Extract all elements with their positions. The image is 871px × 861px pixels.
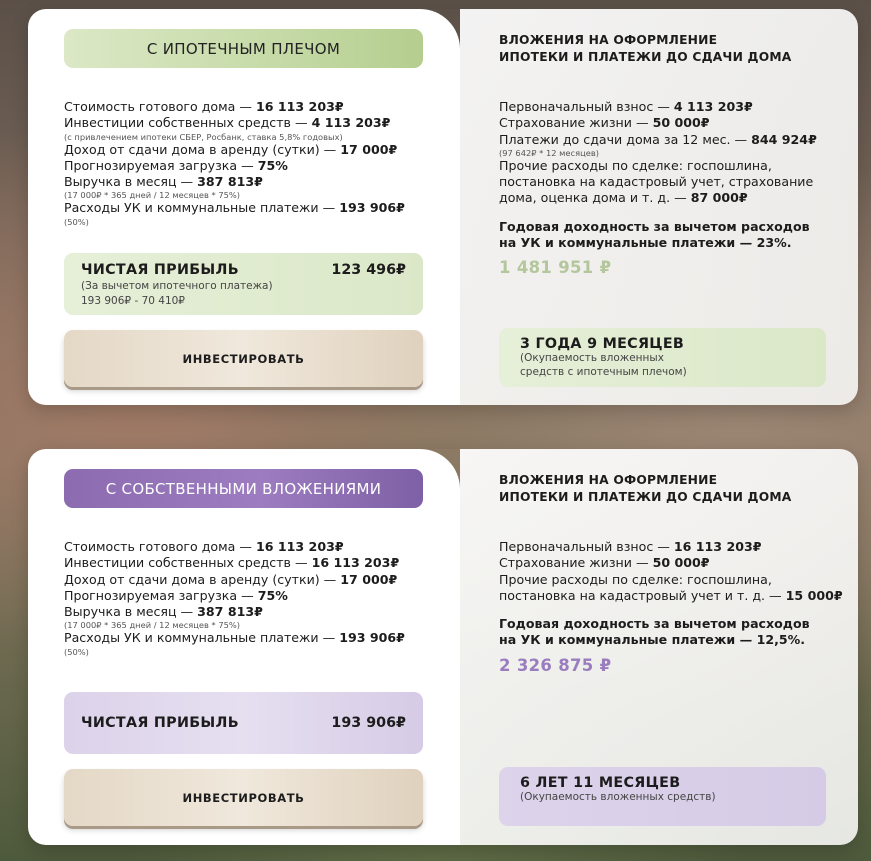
down-payment: Первоначальный взнос — 16 113 203₽: [499, 539, 762, 554]
spec-value: 75%: [257, 157, 288, 173]
spec-label: Прогнозируемая загрузка —: [64, 157, 258, 173]
spec-note: (с привлечением ипотеки СБЕР, Росбанк, ставка 5,8% годовых): [64, 131, 343, 142]
heading-line: ИПОТЕКИ И ПЛАТЕЖИ ДО СДАЧИ ДОМА: [499, 489, 792, 504]
payback-period-title: 3 ГОДА 9 МЕСЯЦЕВ: [520, 336, 685, 352]
spec-note: (50%): [64, 216, 89, 227]
spec-value: 193 906₽: [339, 630, 405, 646]
spec-line: [64, 115, 434, 131]
net-profit-box: [64, 692, 423, 754]
spec-note: (17 000₽ * 365 дней / 12 месяцев * 75%): [64, 620, 241, 631]
spec-value: 193 906₽: [339, 200, 405, 216]
mortgage-plan-summary: [28, 9, 460, 405]
spec-line: [64, 630, 434, 646]
spec-value: 16 113 203₽: [255, 539, 344, 554]
invest-button[interactable]: ИНВЕСТИРОВАТЬ: [64, 330, 423, 387]
spec-line: [64, 200, 434, 216]
spec-label: Стоимость готового дома —: [64, 99, 256, 114]
spec-label: Стоимость готового дома —: [64, 539, 256, 554]
spec-label: Доход от сдачи дома в аренду (сутки) —: [64, 571, 341, 587]
spec-line: [64, 158, 434, 174]
heading-line: ВЛОЖЕНИЯ НА ОФОРМЛЕНИЕ: [499, 473, 718, 487]
plan-title-mortgage: С ИПОТЕЧНЫМ ПЛЕЧОМ: [64, 29, 423, 68]
spec-line: [64, 572, 434, 588]
plan-title-own-funds: С СОБСТВЕННЫМИ ВЛОЖЕНИЯМИ: [64, 469, 423, 508]
spec-line: [64, 174, 434, 190]
payback-period-note: средств с ипотечным плечом): [520, 365, 687, 378]
mortgage-plan-card: [28, 9, 858, 405]
other-expenses: дома, оценка дома и т. д. — 87 000₽: [499, 190, 748, 206]
net-profit-note: (За вычетом ипотечного платежа): [81, 280, 273, 292]
annual-yield: Годовая доходность за вычетом расходов на УК и коммунальные платежи — 12,5%.: [499, 616, 810, 648]
spec-value: 387 813₽: [197, 604, 263, 620]
spec-value: 17 000₽: [340, 571, 398, 587]
spec-line: [64, 604, 434, 620]
other-expenses: Прочие расходы по сделке: госпошлина,: [499, 157, 772, 173]
payback-period-note: (Окупаемость вложенных: [520, 352, 664, 364]
spec-label: Выручка в месяц —: [64, 604, 198, 620]
payback-period-box: [499, 328, 826, 387]
spec-value: 17 000₽: [340, 141, 398, 157]
heading-line: ВЛОЖЕНИЯ НА ОФОРМЛЕНИЕ: [499, 33, 718, 47]
spec-line: [64, 539, 434, 555]
other-expenses: постановка на кадастровый учет, страхование: [499, 174, 814, 190]
investments-heading: [499, 472, 792, 505]
net-profit-amount: 123 496₽: [331, 262, 406, 278]
payback-period-title: 6 ЛЕТ 11 МЕСЯЦЕВ: [520, 775, 681, 791]
net-profit-box: [64, 253, 423, 315]
spec-line: [64, 99, 434, 115]
investments-heading: [499, 32, 792, 65]
down-payment: Первоначальный взнос — 4 113 203₽: [499, 99, 753, 114]
spec-value: 75%: [257, 587, 288, 603]
spec-label: Инвестиции собственных средств —: [64, 555, 312, 571]
spec-line: [64, 142, 434, 158]
pre-delivery-payments: Платежи до сдачи дома за 12 мес. — 844 924₽: [499, 131, 817, 147]
own-funds-plan-card: [28, 449, 858, 845]
spec-value: 387 813₽: [197, 174, 263, 190]
spec-value: 16 113 203₽: [255, 99, 344, 114]
total-amount: 2 326 875 ₽: [499, 655, 612, 675]
spec-value: 4 113 203₽: [311, 115, 391, 131]
mortgage-specs: [64, 99, 434, 227]
spec-line: [64, 555, 434, 571]
own-funds-specs: [64, 539, 434, 657]
net-profit-title: ЧИСТАЯ ПРИБЫЛЬ: [81, 715, 239, 731]
investments-details: [499, 539, 844, 674]
spec-label: Инвестиции собственных средств —: [64, 115, 312, 131]
net-profit-title: ЧИСТАЯ ПРИБЫЛЬ: [81, 262, 239, 278]
spec-line: [64, 588, 434, 604]
other-expenses: постановка на кадастровый учет и т. д. — 15 000₽: [499, 587, 843, 603]
own-funds-investments-panel: [460, 449, 858, 845]
net-profit-amount: 193 906₽: [331, 715, 406, 731]
spec-note: (17 000₽ * 365 дней / 12 месяцев * 75%): [64, 190, 241, 201]
spec-label: Прогнозируемая загрузка —: [64, 587, 258, 603]
annual-yield: Годовая доходность за вычетом расходов на УК и коммунальные платежи — 23%.: [499, 218, 810, 251]
spec-label: Доход от сдачи дома в аренду (сутки) —: [64, 141, 341, 157]
life-insurance: Страхование жизни — 50 000₽: [499, 115, 710, 131]
own-funds-plan-summary: [28, 449, 460, 845]
life-insurance: Страхование жизни — 50 000₽: [499, 555, 710, 571]
payback-period-box: [499, 767, 826, 826]
spec-label: Выручка в месяц —: [64, 174, 198, 190]
other-expenses: Прочие расходы по сделке: госпошлина,: [499, 571, 772, 587]
spec-label: Расходы УК и коммунальные платежи —: [64, 200, 340, 216]
payback-period-note: (Окупаемость вложенных средств): [520, 791, 716, 803]
spec-value: 16 113 203₽: [311, 555, 400, 571]
mortgage-investments-panel: [460, 9, 858, 405]
net-profit-formula: 193 906₽ - 70 410₽: [81, 295, 185, 307]
total-amount: 1 481 951 ₽: [499, 258, 612, 278]
invest-button[interactable]: ИНВЕСТИРОВАТЬ: [64, 769, 423, 826]
pre-delivery-payments-note: (97 642₽ * 12 месяцев): [499, 147, 599, 158]
spec-label: Расходы УК и коммунальные платежи —: [64, 630, 340, 646]
investments-details: [499, 99, 844, 277]
spec-note: (50%): [64, 646, 89, 657]
heading-line: ИПОТЕКИ И ПЛАТЕЖИ ДО СДАЧИ ДОМА: [499, 49, 792, 64]
